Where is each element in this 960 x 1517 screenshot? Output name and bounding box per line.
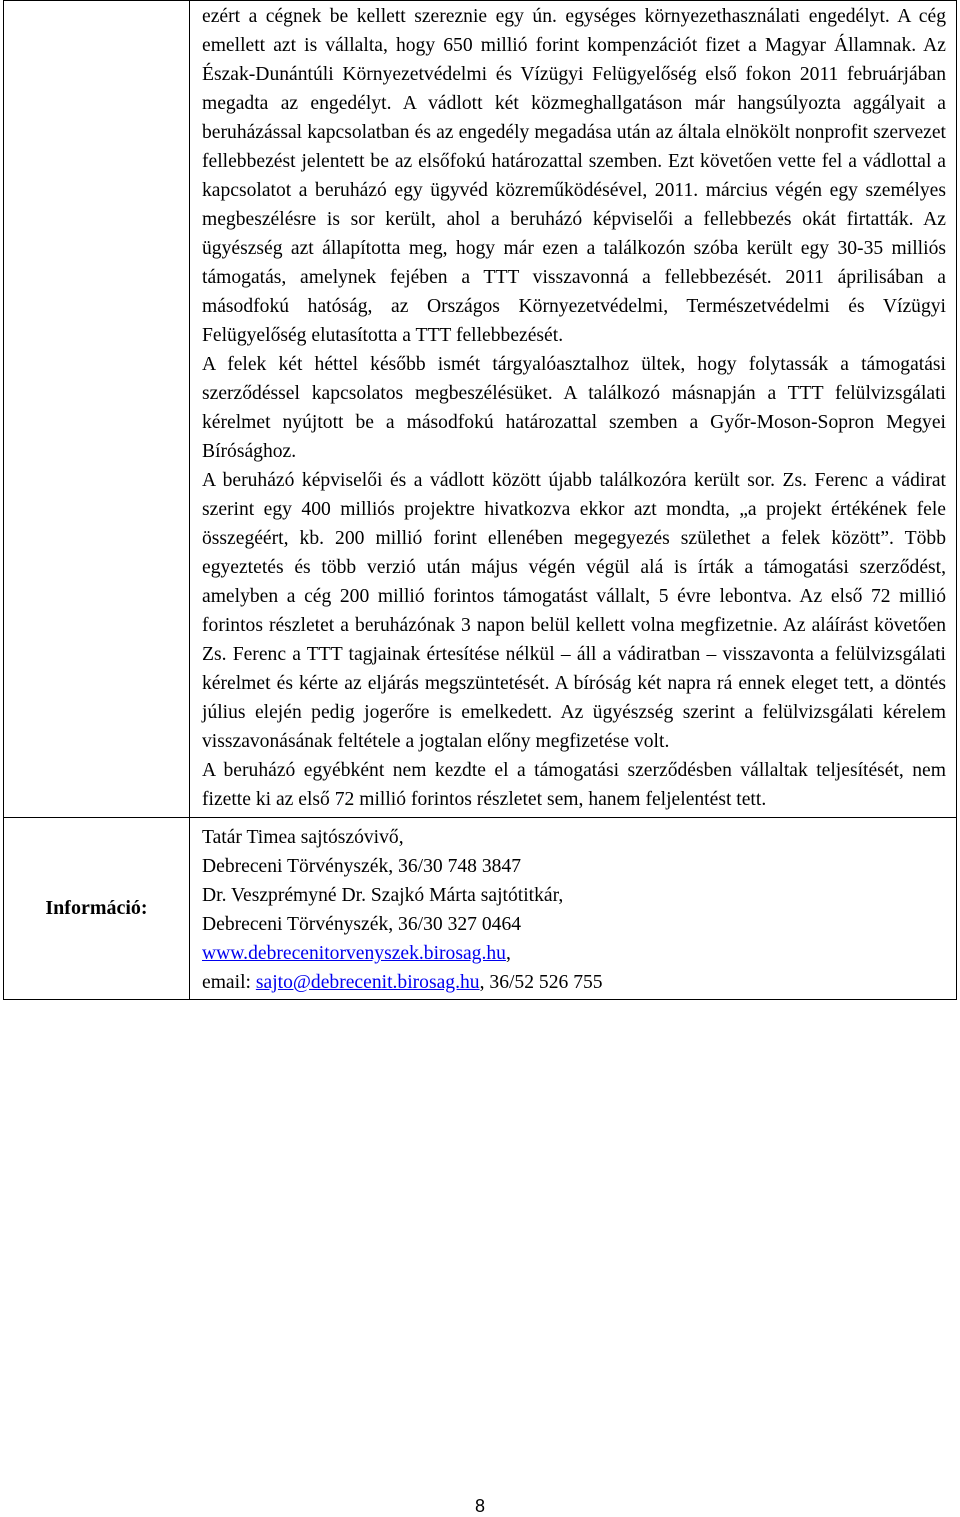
email-prefix: email: — [202, 972, 256, 993]
body-text-cell — [190, 1, 957, 818]
page-number: 8 — [474, 1496, 485, 1516]
contact-line-2: Debreceni Törvényszék, 36/30 748 3847 — [202, 856, 522, 877]
website-suffix: , — [505, 943, 511, 964]
email-line — [202, 968, 946, 997]
website-line — [202, 939, 946, 968]
email-link[interactable]: sajto@debrecenit.birosag.hu — [255, 972, 480, 993]
press-release-table — [3, 0, 957, 1000]
info-label-cell — [4, 818, 190, 1000]
body-paragraph-1: ezért a cégnek be kellett szereznie egy ún. egységes környezethasználati engedélyt. A cég emellett azt is vállalta, hogy 650 millió forint kompenzációt fizet a Magyar Államnak. Az Észak-Dunántúli Környezetvédelmi és Vízügyi Felügyelőség első fokon 2011 februárjában megadta az engedélyt. A vádlott két közmeghallgatáson már hangsúlyozta aggályait a beruházással kapcsolatban és az engedély megadása után az általa elnökölt nonprofit szervezet fellebbezést jelentett be az elsőfokú határozattal szemben. Ezt követően vette fel a vádlottal a kapcsolatot a beruházó egy ügyvéd közreműködésével, 2011. március végén egy személyes megbeszélésre is sor került, ahol a beruházó képviselői a fellebbezés okát firtatták. Az ügyészség azt állapította meg, hogy már ezen a találkozón szóba került egy 30-35 milliós támogatás, amelynek fejében a TTT visszavonná a fellebbezését. 2011 áprilisában a másodfokú hatóság, az Országos Környezetvédelmi, Természetvédelmi és Vízügyi Felügyelőség elutasította a TTT fellebbezését. — [202, 6, 946, 346]
contact-line-4: Debreceni Törvényszék, 36/30 327 0464 — [202, 914, 522, 935]
empty-label-cell — [4, 1, 190, 818]
contact-line-1: Tatár Timea sajtószóvivő, — [202, 827, 404, 848]
info-row — [4, 818, 957, 1000]
contact-line-3: Dr. Veszprémyné Dr. Szajkó Márta sajtótitkár, — [202, 885, 564, 906]
body-paragraph-2: A felek két héttel később ismét tárgyalóasztalhoz ültek, hogy folytassák a támogatási szerződéssel kapcsolatos megbeszélésüket. A találkozó másnapján a TTT felülvizsgálati kérelmet nyújtott be a másodfokú határozattal szemben a Győr-Moson-Sopron Megyei Bírósághoz. — [202, 354, 946, 462]
info-label: Információ: — [45, 897, 148, 919]
website-link[interactable]: www.debrecenitorvenyszek.birosag.hu — [202, 943, 506, 964]
body-paragraph-4: A beruházó egyébként nem kezdte el a támogatási szerződésben vállaltak teljesítését, nem fizette ki az első 72 millió forintos részletet sem, hanem feljelentést tett. — [202, 760, 946, 810]
contact-cell — [190, 818, 957, 1000]
body-paragraph-3: A beruházó képviselői és a vádlott között újabb találkozóra került sor. Zs. Ferenc a vádirat szerint egy 400 milliós projektre hivatkozva ekkor azt mondta, „a projekt értékének fele összegéért, kb. 200 millió forint ellenében megegyezés születhet a felek között”. Több egyeztetés és több verzió után május végén végül alá is írták a támogatási szerződést, amelyben a cég 200 millió forintos támogatást vállalt, 5 évre lebontva. Az első 72 millió forintos részletet a beruházónak 3 napon belül kellett volna megfizetnie. Az aláírást követően Zs. Ferenc a TTT tagjainak értesítése nélkül – áll a vádiratban – visszavonta a felülvizsgálati kérelmet és kérte az eljárás megszüntetését. A bíróság két napra rá ennek eleget tett, a döntés július elején pedig jogerőre is emelkedett. Az ügyészség szerint a felülvizsgálati kérelem visszavonásának feltétele a jogtalan előny megfizetése volt. — [202, 470, 946, 752]
email-suffix: , 36/52 526 755 — [479, 972, 603, 993]
body-row — [4, 1, 957, 818]
